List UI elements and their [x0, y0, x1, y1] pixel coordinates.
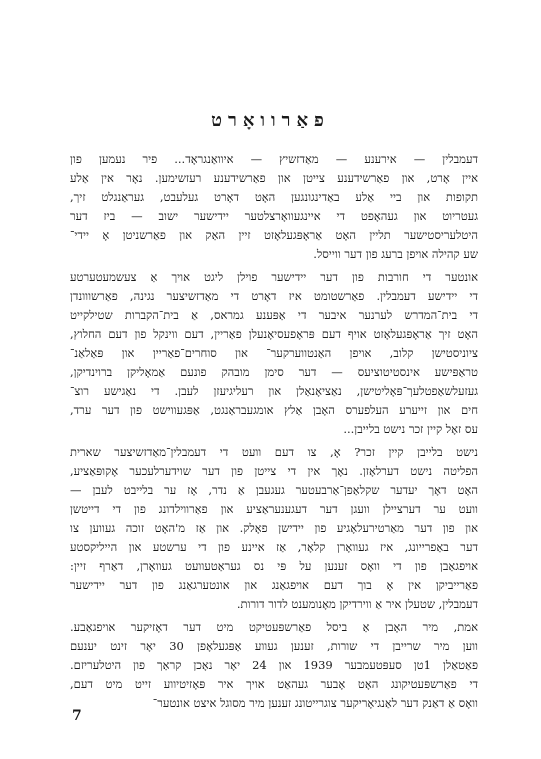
text-line: דער באַפרייונג, איז געוואָרן קלאָר, אַז איינע פון די ערשטע און הייליקסטע	[70, 540, 478, 554]
text-line: פאַרייביקן אין אָ בוך דעם אויפגאַנג און אונטערגאַנג פון דער יידישער	[70, 578, 478, 592]
paragraph	[70, 443, 478, 614]
text-line: געזעלשאַפטלעך־פּאָליטישן, נאַציאָנאַלן און רעליגיעזן לעבן. די נאַגישע רוצ־	[70, 384, 478, 398]
text-line: און פון דער מאַרטירעלאָגיע פון יידישן פאָלק. און אַז מ'האָט זוכה געווען צו	[70, 521, 478, 535]
text-line: דעמבלין, שטעלן איר אַ ווירדיקן מאָנומענט לדור דורות.	[236, 597, 478, 611]
text-line: וואָס אַ דאַנק דער לאַנגיאָריקער צוגרייטונג זענען מיר מסוגל איצט אונטער־	[152, 696, 478, 710]
text-line: נישט בלייבן קיין זכר? אָ, צו דעם וועט די דעמבלין־מאַדזשיצער שארית	[70, 445, 478, 459]
page-number: 7	[72, 708, 82, 724]
text-line: שע קהילה אויפן ברעג פון דער ווייסל.	[313, 247, 478, 261]
text-line: היטלעריסטישער תליין האָט אַראָפּגעלאָזט זיין האַק און פאַרשניטן אָ יידי־	[70, 228, 478, 242]
text-line: אויפגאַבן פון די וואָס זענען על פּי נס געראַטעוועט געוואָרן, דאַרף זיין:	[70, 559, 478, 573]
text-line: די בית־המדרש לערנער איבער די אַפּענע גמראס, אַ בית־הקברות שטילקייט	[70, 308, 478, 322]
text-line: די פאַרשפּעטיקונג האָט אָבער געהאַט אויך איר פּאָזיטיווע זייט מיט דעם,	[70, 677, 478, 691]
text-line: אונטער די חורבות פון דער יידישער פוילן ליגט אויך אַ צעשמעטערטע	[70, 270, 478, 284]
text-line: עס זאָל קיין זכר נישט בלייבן...	[343, 422, 478, 436]
text-line: די יידישע דעמבלין. פאַרשטומט איז דאָרט די מאַדזשיצער נגינה, פאַרשווונדן	[70, 289, 478, 303]
text-line: ווען מיר שרייבן די שורות, זענען געווע אַפּגעלאָפן 30 יאָר זינט יענעם	[70, 639, 478, 653]
text-line: טראַפּישע אינסטיטוציעס — דער סימן מובהק פונעם אַמאָליקן ברוינדיקן,	[70, 365, 478, 379]
text-line: אמת, מיר האָבן אַ ביסל פאַרשפּעטיקט מיט דער דאָזיקער אויפגאַבע.	[70, 620, 478, 634]
text-line: איין אָרט, און פאַרשידענע צייטן און פאַרשידענע רעזשימען. נאָר אין אַלע	[70, 171, 478, 185]
text-line: חים און זייערע העלפערס האָבן אַלץ אומגעבראַנגט, אַפּגעווישט פון דער ערד,	[70, 403, 478, 417]
page-title: פאַרוואָרט	[211, 110, 330, 131]
text-line: פאַטאַלן 1טן סעפּטעמבער 1939 און 24 יאָר נאָכן קראַך פון היטלעריזם.	[70, 658, 478, 672]
paragraph	[70, 268, 478, 439]
text-line: וועט ער דערציילן וועגן דער דעגענעראַציע און פאַרווילדונג פון די דייטשן	[70, 502, 478, 516]
text-line: הפליטה נישט דערלאָזן. נאָך אין די צייטן פון דער שוידערלעכער אָקופּאַציע,	[70, 464, 478, 478]
paragraph	[70, 150, 478, 264]
text-line: געטריוט און געהאָפט די איינגעוואָרצלטער יידישער ישוב — ביז דער	[70, 209, 478, 223]
text-line: האָט זיך אַראָפּגעלאָזט אויף דעם פּראָפעסיאָנעלן פאַריין, דעם ווינקל פון דעם החלוץ,	[70, 327, 478, 341]
paragraph	[70, 618, 478, 713]
body-text	[70, 150, 478, 717]
text-line: דעמבלין — אירענע — מאַדזשיץ — איוואַנגראָד... פיר נעמען פון	[70, 152, 478, 166]
text-line: האָט דאָך יעדער שקלאַפן־אַרבעטער געגעבן אַ נדר, אָז ער בלייבט לעבן —	[70, 483, 478, 497]
text-line: ציוניסטישן קלוב, אויפן האַנטווערקער־ און סוחרים־פאַריין און פּאַלאַנ־	[70, 346, 478, 360]
text-line: תקופות און ביי אַלע באַדינגונגען האָט דאָרט געלעבט, געראַנגלט זיך,	[70, 190, 478, 204]
